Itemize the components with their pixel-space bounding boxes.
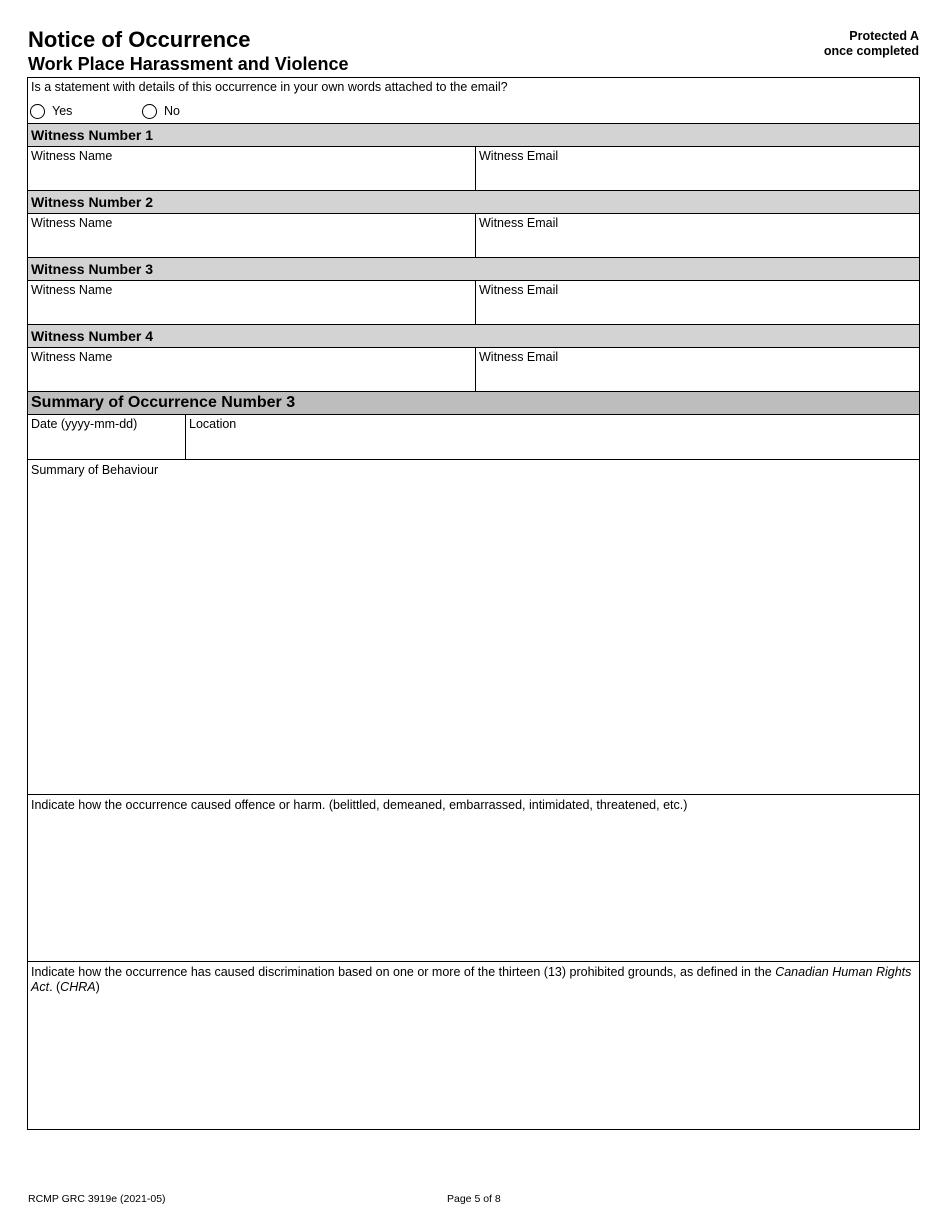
witness-1-email-field[interactable] <box>475 147 919 190</box>
location-label: Location <box>189 417 237 431</box>
statement-row <box>28 78 919 124</box>
witness-3-email-field[interactable] <box>475 281 919 324</box>
witness-4-name-field[interactable] <box>28 348 475 391</box>
occurrence-form <box>27 77 920 1130</box>
behaviour-field[interactable] <box>28 460 919 795</box>
radio-yes[interactable] <box>30 104 142 119</box>
discrimination-label-start: Indicate how the occurrence has caused discrimination based on one or more of the thirteen (13) prohibited grounds, as defined in the <box>31 965 776 979</box>
witness-2-email-field[interactable] <box>475 214 919 257</box>
discrimination-field[interactable] <box>28 962 919 1130</box>
witness-2-heading: Witness Number 2 <box>28 191 919 214</box>
witness-2-name-label: Witness Name <box>31 216 113 230</box>
date-field[interactable] <box>28 415 185 459</box>
witness-3-name-field[interactable] <box>28 281 475 324</box>
page-number: Page 5 of 8 <box>447 1193 501 1205</box>
witness-2-row <box>28 214 919 258</box>
witness-1-email-label: Witness Email <box>479 149 559 163</box>
location-field[interactable] <box>185 415 919 459</box>
witness-4-heading: Witness Number 4 <box>28 325 919 348</box>
radio-no-label: No <box>164 104 180 118</box>
form-subtitle: Work Place Harassment and Violence <box>28 54 349 74</box>
witness-1-row <box>28 147 919 191</box>
witness-4-name-label: Witness Name <box>31 350 113 364</box>
witness-1-name-label: Witness Name <box>31 149 113 163</box>
statement-radio-group <box>28 100 919 122</box>
behaviour-label: Summary of Behaviour <box>31 463 159 477</box>
discrimination-label-end: ) <box>95 980 100 994</box>
protected-notice <box>824 29 919 59</box>
radio-no[interactable] <box>142 104 180 119</box>
harm-label: Indicate how the occurrence caused offence or harm. (belittled, demeaned, embarrassed, intimidated, threatened, etc.) <box>31 798 688 812</box>
witness-3-row <box>28 281 919 325</box>
witness-3-heading: Witness Number 3 <box>28 258 919 281</box>
witness-4-row <box>28 348 919 392</box>
discrimination-act-name: Canadian Human Rights Act <box>31 965 912 994</box>
discrimination-act-abbr: CHRA <box>60 980 96 994</box>
summary-date-location-row <box>28 415 919 460</box>
statement-question: Is a statement with details of this occurrence in your own words attached to the email? <box>31 80 508 94</box>
protected-line-1: Protected A <box>849 29 919 43</box>
date-label: Date (yyyy-mm-dd) <box>31 417 138 431</box>
radio-yes-circle[interactable] <box>30 104 45 119</box>
witness-1-name-field[interactable] <box>28 147 475 190</box>
radio-yes-label: Yes <box>52 104 73 118</box>
witness-2-email-label: Witness Email <box>479 216 559 230</box>
witness-1-heading: Witness Number 1 <box>28 124 919 147</box>
harm-field[interactable] <box>28 795 919 962</box>
witness-2-name-field[interactable] <box>28 214 475 257</box>
summary-heading: Summary of Occurrence Number 3 <box>28 392 919 415</box>
witness-3-email-label: Witness Email <box>479 283 559 297</box>
radio-no-circle[interactable] <box>142 104 157 119</box>
form-code: RCMP GRC 3919e (2021-05) <box>28 1193 166 1205</box>
protected-line-2: once completed <box>823 44 919 58</box>
discrimination-label-mid: . ( <box>49 980 61 994</box>
witness-4-email-label: Witness Email <box>479 350 559 364</box>
form-title: Notice of Occurrence <box>28 27 251 52</box>
witness-4-email-field[interactable] <box>475 348 919 391</box>
discrimination-label <box>28 962 919 1129</box>
witness-3-name-label: Witness Name <box>31 283 113 297</box>
